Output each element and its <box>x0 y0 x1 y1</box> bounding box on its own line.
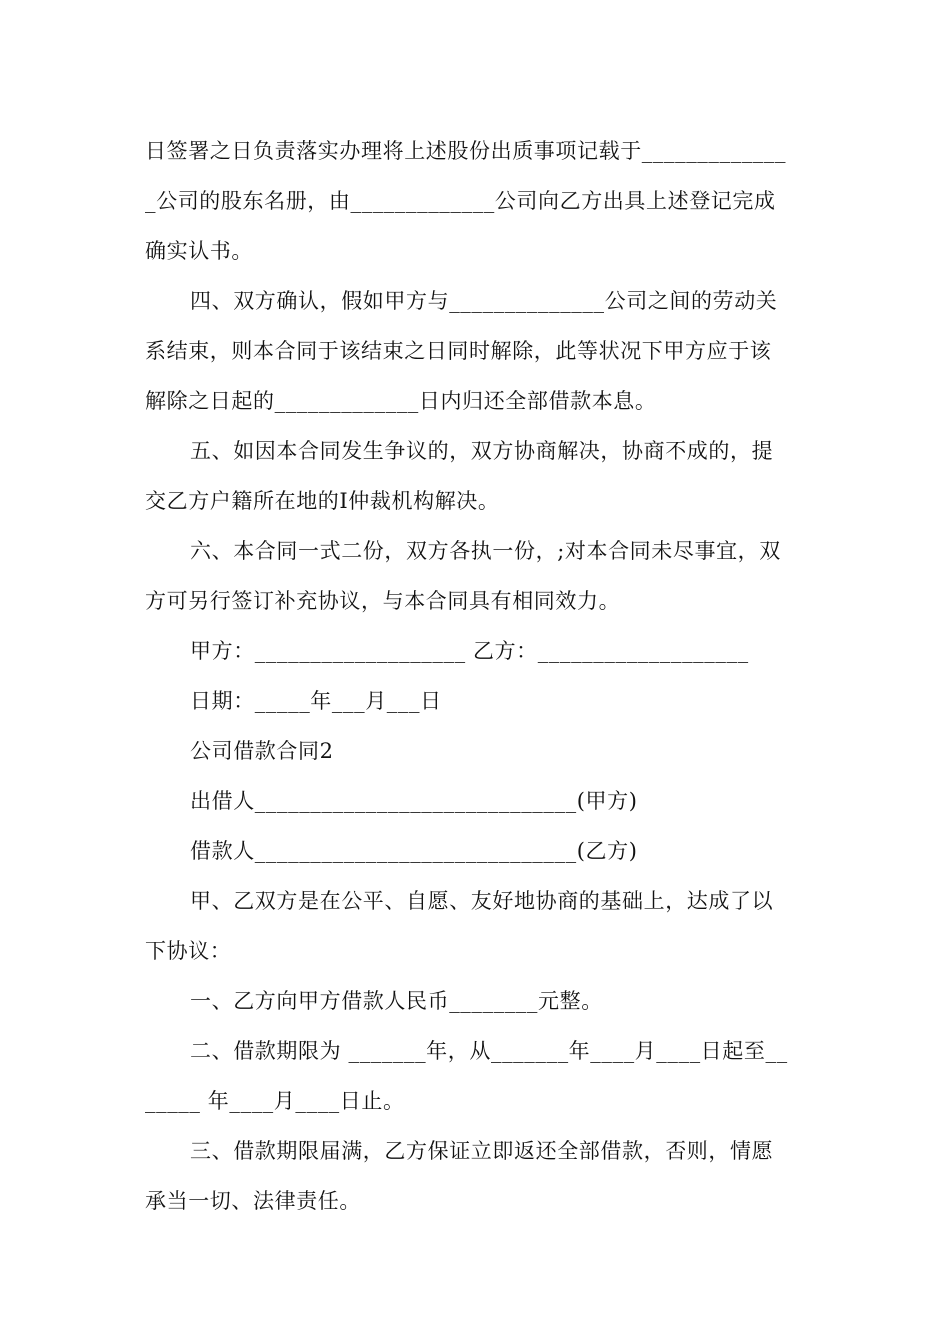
clause-6-line-2: 方可另行签订补充协议，与本合同具有相同效力。 <box>145 589 621 613</box>
clause-4-line-2: 系结束，则本合同于该结束之日同时解除，此等状况下甲方应于该 <box>145 339 772 363</box>
clause-5-line-1: 五、如因本合同发生争议的，双方协商解决，协商不成的，提 <box>190 439 774 463</box>
text-line-1: 日签署之日负责落实办理将上述股份出质事项记载于_____________ <box>145 139 787 163</box>
date-line: 日期：_____年___月___日 <box>190 689 442 713</box>
loan-term-clause-line-2: _____ 年____月____日止。 <box>145 1089 405 1113</box>
text-line-2: _公司的股东名册，由_____________公司向乙方出具上述登记完成 <box>145 189 776 213</box>
clause-4-line-1: 四、双方确认，假如甲方与______________公司之间的劳动关 <box>190 289 778 313</box>
agreement-intro-line-2: 下协议： <box>145 939 232 963</box>
repayment-clause-line-1: 三、借款期限届满，乙方保证立即返还全部借款，否则，情愿 <box>190 1139 774 1163</box>
clause-5-line-2: 交乙方户籍所在地的Ⅰ仲裁机构解决。 <box>145 489 500 513</box>
clause-4-line-3: 解除之日起的_____________日内归还全部借款本息。 <box>145 389 657 413</box>
loan-amount-clause: 一、乙方向甲方借款人民币________元整。 <box>190 989 603 1013</box>
lender-line: 出借人_____________________________(甲方) <box>190 789 638 813</box>
contract-2-title: 公司借款合同2 <box>190 739 334 763</box>
clause-6-line-1: 六、本合同一式二份，双方各执一份，;对本合同未尽事宜，双 <box>190 539 781 563</box>
signature-line: 甲方：___________________ 乙方：___________________ <box>190 639 749 663</box>
text-line-3: 确实认书。 <box>145 239 253 263</box>
borrower-line: 借款人_____________________________(乙方) <box>190 839 638 863</box>
loan-term-clause-line-1: 二、借款期限为 _______年，从_______年____月____日起至__ <box>190 1039 788 1063</box>
repayment-clause-line-2: 承当一切、法律责任。 <box>145 1189 361 1213</box>
agreement-intro-line-1: 甲、乙双方是在公平、自愿、友好地协商的基础上，达成了以 <box>190 889 774 913</box>
